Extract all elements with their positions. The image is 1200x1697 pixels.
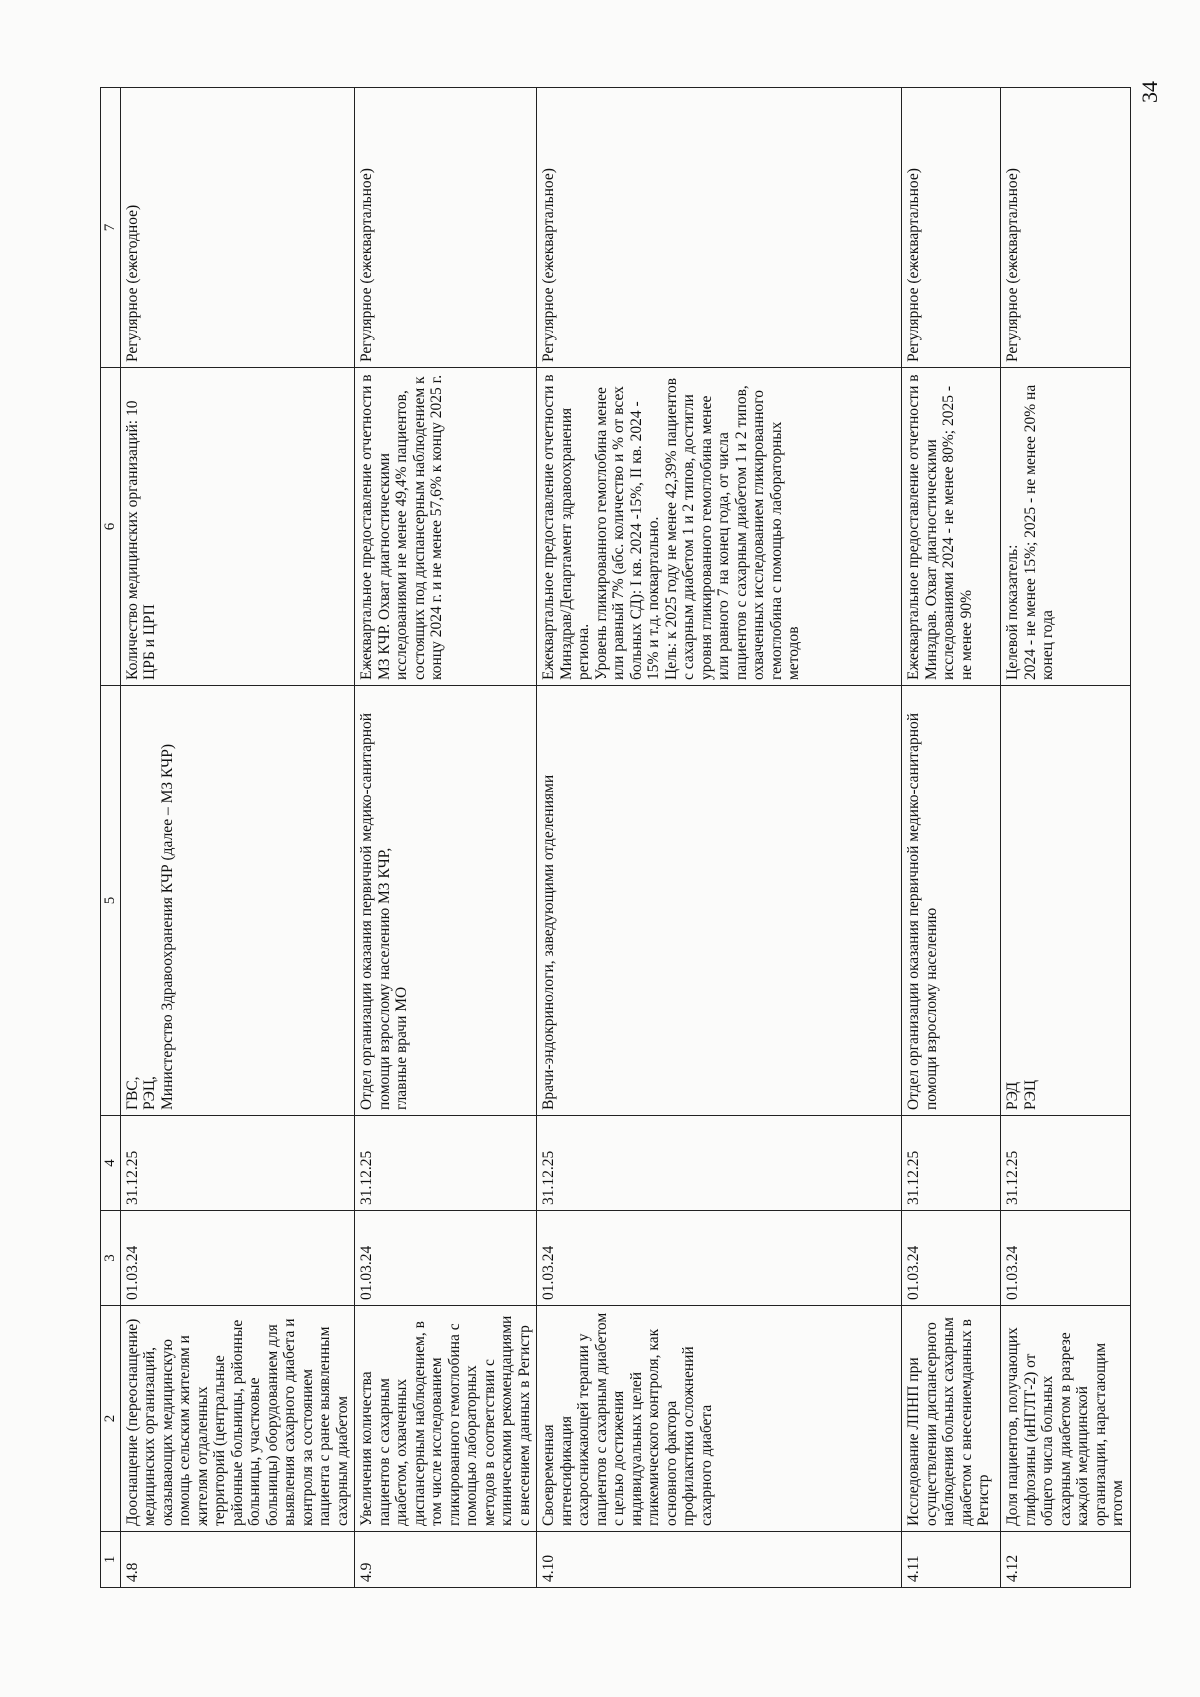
responsible-cell: Врачи-эндокринологи, заведующими отделениями: [537, 686, 902, 1116]
row-number: 4.10: [537, 1532, 902, 1588]
column-header: 7: [101, 88, 121, 368]
row-number: 4.9: [355, 1532, 537, 1588]
start-date-cell: 01.03.24: [355, 1211, 537, 1306]
end-date-cell: 31.12.25: [355, 1116, 537, 1211]
responsible-cell: Отдел организации оказания первичной медико-санитарной помощи взрослому населению: [902, 686, 1001, 1116]
periodicity-cell: Регулярное (ежеквартальное): [355, 88, 537, 368]
end-date-cell: 31.12.25: [902, 1116, 1001, 1211]
table-row: [1001, 88, 1131, 1588]
column-header: 4: [101, 1116, 121, 1211]
end-date-cell: 31.12.25: [1001, 1116, 1131, 1211]
result-cell: Целевой показатель: 2024 - не менее 15%; 2025 - не менее 20% на конец года: [1001, 368, 1131, 686]
result-cell: Ежеквартальное предоставление отчетности в Минздрав/Департамент здравоохранения региона. Уровень гликированного гемоглобина менее или равный 7% (абс. количество и % от всех больных СД): I кв. 2024 -15%, II кв. 2024 - 15% и т.д. поквартально. Цель: к 2025 году не менее 42,39% пациентов с сахарным диабетом 1 и 2 типов, достигли уровня гликированного гемоглобина менее или равного 7 на конец года, от числа пациентов с сахарным диабетом 1 и 2 типов, охваченных исследованием гликированного гемоглобина с помощью лабораторных методов: [537, 368, 902, 686]
activity-cell: Дооснащение (переоснащение) медицинских организаций, оказывающих медицинскую помощь сельским жителям и жителям отдаленных территорий (центральные районные больницы, районные больницы, участковые больницы) оборудованием для выявления сахарного диабета и контроля за состоянием пациента с ранее выявленным сахарным диабетом: [120, 1306, 355, 1532]
activity-cell: Увеличения количества пациентов с сахарным диабетом, охваченных диспансерным наблюдением, в том числе исследованием гликированного гемоглобина с помощью лабораторных методов в соответствии с клиническими рекомендациями с внесением данных в Регистр: [355, 1306, 537, 1532]
row-number: 4.8: [120, 1532, 355, 1588]
responsible-cell: Отдел организации оказания первичной медико-санитарной помощи взрослому населению МЗ КЧР, главные врачи МО: [355, 686, 537, 1116]
row-number: 4.12: [1001, 1532, 1131, 1588]
responsible-cell: РЭД РЭЦ: [1001, 686, 1131, 1116]
column-header: 6: [101, 368, 121, 686]
activity-cell: Доля пациентов, получающих глифлозины (иНГЛТ-2) от общего числа больных сахарным диабетом в разрезе каждой медицинской организации, нарастающим итогом: [1001, 1306, 1131, 1532]
periodicity-cell: Регулярное (ежеквартальное): [902, 88, 1001, 368]
periodicity-cell: Регулярное (ежегодное): [120, 88, 355, 368]
start-date-cell: 01.03.24: [120, 1211, 355, 1306]
column-header: 5: [101, 686, 121, 1116]
column-header: 1: [101, 1532, 121, 1588]
result-cell: Количество медицинских организаций: 10 ЦРБ и ЦРП: [120, 368, 355, 686]
header-row: [101, 88, 121, 1588]
end-date-cell: 31.12.25: [120, 1116, 355, 1211]
column-header: 3: [101, 1211, 121, 1306]
landscape-page: [100, 88, 1127, 1588]
result-cell: Ежеквартальное предоставление отчетности в Минздрав. Охват диагностическими исследованиями 2024 - не менее 80%; 2025 - не менее 90%: [902, 368, 1001, 686]
row-number: 4.11: [902, 1532, 1001, 1588]
start-date-cell: 01.03.24: [1001, 1211, 1131, 1306]
start-date-cell: 01.03.24: [537, 1211, 902, 1306]
column-header: 2: [101, 1306, 121, 1532]
table-row: [902, 88, 1001, 1588]
table-row: [355, 88, 537, 1588]
activity-cell: Исследование ЛПНП при осуществлении диспансерного наблюдения больных сахарным диабетом с внесениемданных в Регистр: [902, 1306, 1001, 1532]
result-cell: Ежеквартальное предоставление отчетности в МЗ КЧР. Охват диагностическими исследованиями не менее 49,4% пациентов, состоящих под диспансерным наблюдением к концу 2024 г. и не менее 57,6% к концу 2025 г.: [355, 368, 537, 686]
responsible-cell: ГВС, РЭЦ, Министерство Здравоохранения КЧР (далее – МЗ КЧР): [120, 686, 355, 1116]
end-date-cell: 31.12.25: [537, 1116, 902, 1211]
table-row: [537, 88, 902, 1588]
plan-table: [100, 87, 1131, 1588]
rotated-table-region: [100, 88, 1200, 1582]
start-date-cell: 01.03.24: [902, 1211, 1001, 1306]
page-number: 34: [1137, 81, 1162, 103]
table-row: [120, 88, 355, 1588]
activity-cell: Своевременная интенсификация сахароснижающей терапии у пациентов с сахарным диабетом с целью достижения индивидуальных целей гликемического контроля, как основного фактора профилактики осложнений сахарного диабета: [537, 1306, 902, 1532]
periodicity-cell: Регулярное (ежеквартальное): [1001, 88, 1131, 368]
periodicity-cell: Регулярное (ежеквартальное): [537, 88, 902, 368]
